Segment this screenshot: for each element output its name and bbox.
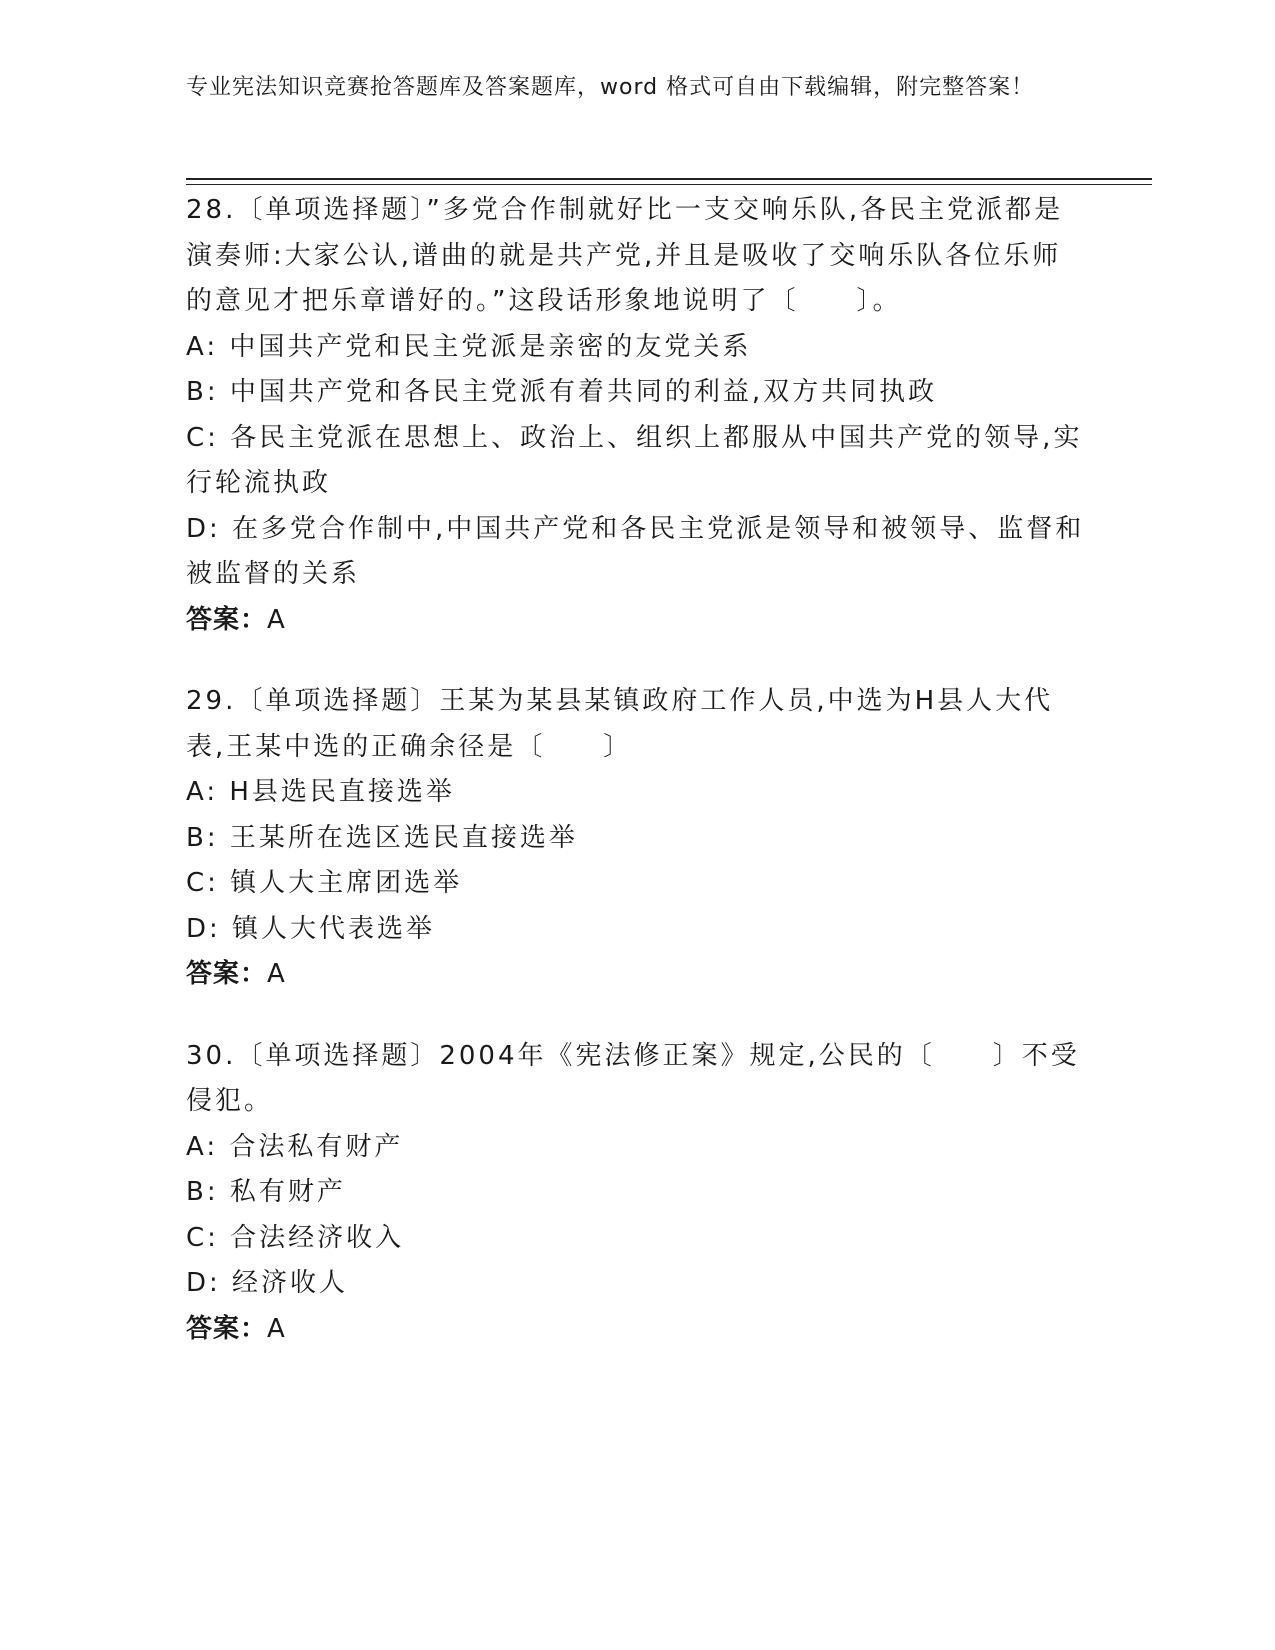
- question-text: 30.〔单项选择题〕2004年《宪法修正案》规定,公民的〔 〕不受侵犯。: [186, 1040, 1080, 1116]
- option-a: A: 合法私有财产: [186, 1131, 404, 1162]
- answer-label: 答案：: [186, 604, 268, 635]
- answer-value: A: [267, 959, 286, 989]
- option-b: B: 王某所在选区选民直接选举: [186, 822, 578, 853]
- option-a: A: 中国共产党和民主党派是亲密的友党关系: [186, 331, 752, 362]
- header-rule-thin: [186, 184, 1152, 185]
- question-text: 29.〔单项选择题〕王某为某县某镇政府工作人员,中选为H县人大代表,王某中选的正确余径是〔 〕: [186, 686, 1054, 762]
- answer-value: A: [267, 604, 286, 635]
- answer-label: 答案：: [186, 1313, 268, 1344]
- answer-value: A: [267, 1313, 286, 1344]
- question-list: [186, 188, 1086, 1388]
- question-30: [186, 1034, 1086, 1353]
- document-header: 专业宪法知识竞赛抢答题库及答案题库，word 格式可自由下载编辑，附完整答案！: [186, 75, 1035, 100]
- answer-line: [186, 598, 1086, 644]
- option-c: C: 各民主党派在思想上、政治上、组织上都服从中国共产党的领导,实行轮流执政: [186, 422, 1083, 498]
- option-d: D: 经济收人: [186, 1268, 349, 1298]
- answer-label: 答案：: [186, 959, 268, 989]
- question-text: 28.〔单项选择题〕”多党合作制就好比一支交响乐队,各民主党派都是演奏师:大家公认,谱曲的就是共产党,并且是吸收了交响乐队各位乐师的意见才把乐章谱好的。”这段话形象地说明了〔 〕。: [186, 195, 1064, 316]
- question-28: [186, 188, 1086, 643]
- option-a: A: H县选民直接选举: [186, 777, 455, 807]
- option-c: C: 合法经济收入: [186, 1222, 405, 1253]
- option-b: B: 中国共产党和各民主党派有着共同的利益,双方共同执政: [186, 377, 938, 407]
- option-b: B: 私有财产: [186, 1177, 346, 1207]
- answer-line: [186, 952, 1086, 998]
- header-rule-thick: [186, 178, 1152, 180]
- answer-line: [186, 1307, 1086, 1353]
- option-d: D: 在多党合作制中,中国共产党和各民主党派是领导和被领导、监督和被监督的关系: [186, 513, 1085, 589]
- option-d: D: 镇人大代表选举: [186, 913, 436, 944]
- question-29: [186, 679, 1086, 998]
- option-c: C: 镇人大主席团选举: [186, 868, 463, 898]
